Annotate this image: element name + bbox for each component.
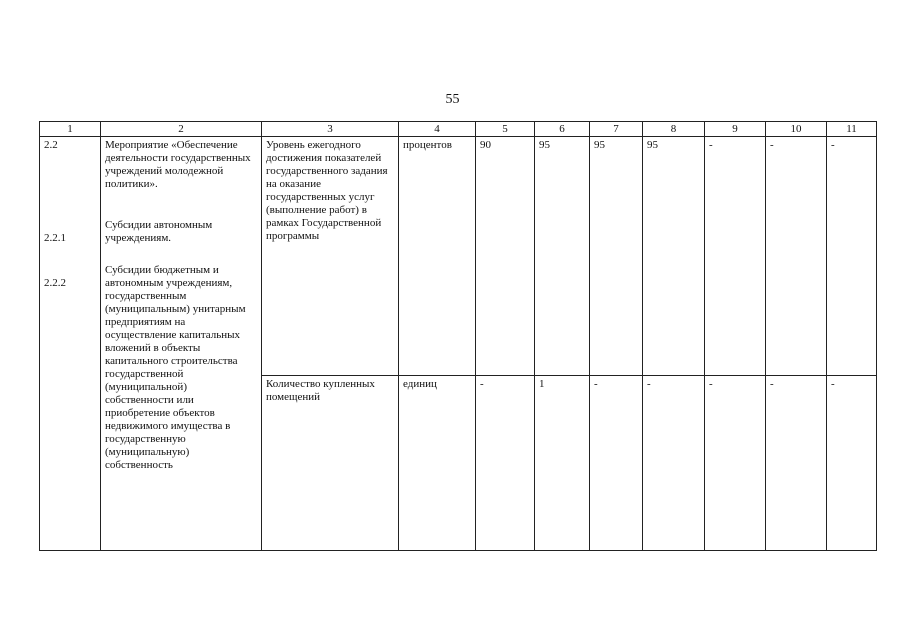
header-cell: 3 <box>262 122 399 137</box>
indicator-value: - <box>827 137 877 376</box>
header-cell: 5 <box>476 122 535 137</box>
indicator-value: - <box>476 376 535 551</box>
activity-number-cell <box>40 137 101 551</box>
header-cell: 1 <box>40 122 101 137</box>
header-cell: 4 <box>399 122 476 137</box>
header-cell: 8 <box>643 122 705 137</box>
header-cell: 6 <box>535 122 590 137</box>
indicator-value: 1 <box>535 376 590 551</box>
indicator-value: - <box>827 376 877 551</box>
indicator-value: - <box>643 376 705 551</box>
table-row <box>40 137 877 376</box>
header-cell: 7 <box>590 122 643 137</box>
header-cell: 2 <box>101 122 262 137</box>
indicator-value: - <box>705 376 766 551</box>
header-cell: 11 <box>827 122 877 137</box>
activity-text: Субсидии автономным учреждениям. <box>105 219 213 244</box>
header-row <box>40 122 877 137</box>
activity-text: Мероприятие «Обеспечение деятельности государственных учреждений молодежной политики». <box>105 139 251 190</box>
indicator-unit: единиц <box>399 376 476 551</box>
indicator-value: - <box>590 376 643 551</box>
activity-number: 2.2.1 <box>44 232 66 244</box>
activity-text: Субсидии бюджетным и автономным учреждениям, государственным (муниципальным) унитарным предприятиям на осуществление капитальных вложений в объекты капитального строительства государственной (муниципальной) собственности или приобретение объектов недвижимого имущества в государственную (муниципальную) собственность <box>105 264 246 471</box>
header-cell: 9 <box>705 122 766 137</box>
program-indicators-table <box>39 121 877 551</box>
indicator-value: - <box>705 137 766 376</box>
indicator-value: 95 <box>590 137 643 376</box>
indicator-value: - <box>766 137 827 376</box>
indicator-value: 90 <box>476 137 535 376</box>
indicator-unit: процентов <box>399 137 476 376</box>
activity-number: 2.2 <box>44 139 58 151</box>
indicator-name: Количество купленных помещений <box>262 376 399 551</box>
page-number: 55 <box>445 92 460 107</box>
header-cell: 10 <box>766 122 827 137</box>
activity-number: 2.2.2 <box>44 277 66 289</box>
activity-text-cell <box>101 137 262 551</box>
indicator-name: Уровень ежегодного достижения показателей государственного задания на оказание государственных услуг (выполнение работ) в рамках Государственной программы <box>262 137 399 376</box>
indicator-value: - <box>766 376 827 551</box>
indicator-value: 95 <box>535 137 590 376</box>
indicator-value: 95 <box>643 137 705 376</box>
